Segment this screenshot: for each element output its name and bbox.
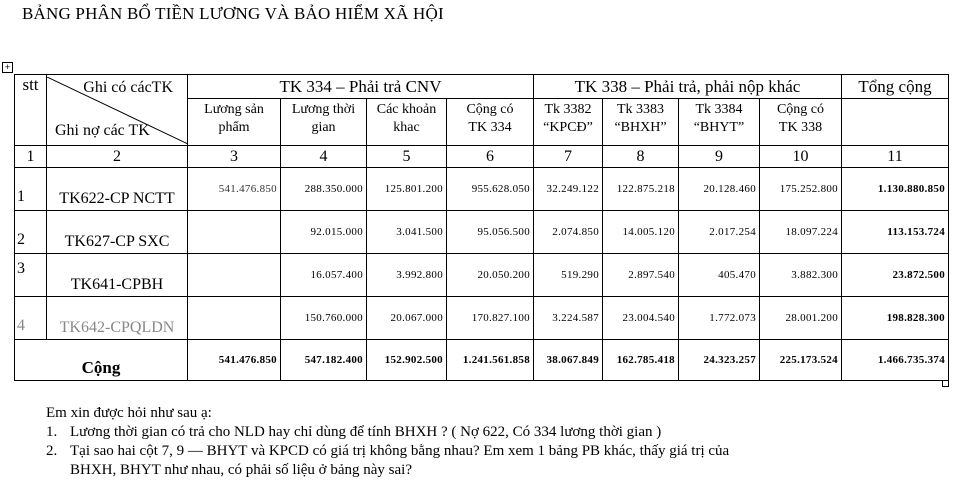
- column-number: 4: [281, 146, 367, 168]
- question-line: [46, 461, 729, 480]
- sub-header-4: [281, 99, 367, 146]
- value-cell: 20.128.460: [679, 168, 760, 211]
- table-row: [15, 297, 949, 340]
- value-cell: 92.015.000: [281, 211, 367, 254]
- sub-header-line: gian: [311, 120, 336, 135]
- row-stt: 3: [15, 254, 47, 297]
- table-row: [15, 168, 949, 211]
- total-value-cell: 225.173.524: [760, 340, 842, 381]
- diag-credit-label: Ghi có cácTK: [83, 78, 173, 96]
- value-cell: 32.249.122: [534, 168, 603, 211]
- value-cell: 20.067.000: [367, 297, 447, 340]
- total-subheader-empty: [842, 99, 949, 146]
- row-account: TK641-CPBH: [47, 254, 188, 297]
- value-cell: 20.050.200: [447, 254, 534, 297]
- column-number: 1: [15, 146, 47, 168]
- total-row: [15, 340, 949, 381]
- value-cell: 519.290: [534, 254, 603, 297]
- value-cell: [188, 297, 281, 340]
- row-total: 1.130.880.850: [842, 168, 949, 211]
- sub-header-line: Cộng có: [776, 102, 825, 117]
- sub-header-line: TK 334: [468, 120, 512, 135]
- question-text: Lương thời gian có trả cho NLD hay chỉ dùng để tính BHXH ? ( Nợ 622, Có 334 lương thời gian ): [70, 424, 662, 440]
- value-cell: 23.004.540: [603, 297, 679, 340]
- value-cell: 125.801.200: [367, 168, 447, 211]
- value-cell: 405.470: [679, 254, 760, 297]
- document-title: BẢNG PHÂN BỔ TIỀN LƯƠNG VÀ BẢO HIỂM XÃ HỘI: [22, 4, 444, 23]
- column-number: 9: [679, 146, 760, 168]
- sub-header-8: [603, 99, 679, 146]
- question-text: BHXH, BHYT như nhau, có phải số liệu ở bảng này sai?: [70, 462, 412, 478]
- table-move-handle[interactable]: +: [2, 62, 13, 73]
- value-cell: 150.760.000: [281, 297, 367, 340]
- column-number: 10: [760, 146, 842, 168]
- total-value-cell: 38.067.849: [534, 340, 603, 381]
- table-row: [15, 254, 949, 297]
- value-cell: 170.827.100: [447, 297, 534, 340]
- value-cell: [188, 211, 281, 254]
- sub-header-9: [679, 99, 760, 146]
- table-row: [15, 211, 949, 254]
- column-number: 7: [534, 146, 603, 168]
- question-line: [46, 442, 729, 461]
- sub-header-line: “BHXH”: [614, 120, 667, 135]
- value-cell: 95.056.500: [447, 211, 534, 254]
- salary-allocation-table: [14, 74, 949, 381]
- value-cell: 3.224.587: [534, 297, 603, 340]
- sub-header-line: Tk 3384: [695, 102, 743, 117]
- total-value-cell: 541.476.850: [188, 340, 281, 381]
- sub-header-5: [367, 99, 447, 146]
- total-value-cell: 152.902.500: [367, 340, 447, 381]
- sub-header-line: TK 338: [778, 120, 823, 135]
- column-number: 2: [47, 146, 188, 168]
- value-cell: 2.074.850: [534, 211, 603, 254]
- value-cell: 122.875.218: [603, 168, 679, 211]
- row-account: TK627-CP SXC: [47, 211, 188, 254]
- diagonal-header-cell: [47, 75, 188, 146]
- sub-header-10: [760, 99, 842, 146]
- sub-header-6: [447, 99, 534, 146]
- total-header: Tổng cộng: [842, 75, 949, 99]
- row-stt: 4: [15, 297, 47, 340]
- value-cell: 955.628.050: [447, 168, 534, 211]
- column-number: 5: [367, 146, 447, 168]
- sub-header-line: “KPCĐ”: [543, 120, 593, 135]
- value-cell: 2.017.254: [679, 211, 760, 254]
- sub-header-7: [534, 99, 603, 146]
- sub-header-line: Cộng có: [466, 102, 514, 117]
- sub-header-line: Tk 3383: [616, 102, 665, 117]
- row-total: 198.828.300: [842, 297, 949, 340]
- row-account: TK622-CP NCTT: [47, 168, 188, 211]
- total-value-cell: 24.323.257: [679, 340, 760, 381]
- value-cell: 28.001.200: [760, 297, 842, 340]
- value-cell: 14.005.120: [603, 211, 679, 254]
- question-number: 2.: [46, 443, 58, 459]
- sub-header-line: Lương thời: [291, 102, 356, 117]
- total-value-cell: 547.182.400: [281, 340, 367, 381]
- total-row-label: Cộng: [15, 340, 188, 381]
- sub-header-line: phẩm: [218, 120, 250, 135]
- row-stt: 1: [15, 168, 47, 211]
- value-cell: 288.350.000: [281, 168, 367, 211]
- row-stt: 2: [15, 211, 47, 254]
- value-cell: 18.097.224: [760, 211, 842, 254]
- sub-header-line: “BHYT”: [693, 120, 745, 135]
- question-text: Tại sao hai cột 7, 9 — BHYT và KPCD có giá trị không bằng nhau? Em xem 1 bảng PB khác, thấy giá trị của: [70, 443, 730, 459]
- group-header-tk334: TK 334 – Phải trả CNV: [188, 75, 534, 99]
- sub-header-line: Các khoản: [376, 102, 437, 117]
- value-cell: 175.252.800: [760, 168, 842, 211]
- column-number: 6: [447, 146, 534, 168]
- value-cell: 3.041.500: [367, 211, 447, 254]
- row-account: TK642-CPQLDN: [47, 297, 188, 340]
- questions-intro: Em xin được hỏi như sau ạ:: [46, 405, 212, 421]
- question-line: [46, 423, 729, 442]
- value-cell: 16.057.400: [281, 254, 367, 297]
- grand-total: 1.466.735.374: [842, 340, 949, 381]
- diag-debit-label: Ghi nợ các TK: [55, 121, 150, 139]
- value-cell: 2.897.540: [603, 254, 679, 297]
- group-header-tk338: TK 338 – Phải trả, phải nộp khác: [534, 75, 842, 99]
- value-cell: 541.476.850: [188, 168, 281, 211]
- total-value-cell: 162.785.418: [603, 340, 679, 381]
- column-number: 8: [603, 146, 679, 168]
- value-cell: 3.882.300: [760, 254, 842, 297]
- value-cell: 1.772.073: [679, 297, 760, 340]
- question-number: 1.: [46, 424, 58, 440]
- sub-header-line: Lương sản: [204, 102, 264, 117]
- total-value-cell: 1.241.561.858: [447, 340, 534, 381]
- column-number: 3: [188, 146, 281, 168]
- sub-header-3: [188, 99, 281, 146]
- table-resize-handle[interactable]: [942, 380, 949, 387]
- sub-header-line: Tk 3382: [544, 102, 592, 117]
- stt-header: stt: [15, 75, 47, 146]
- value-cell: [188, 254, 281, 297]
- questions-block: [46, 404, 729, 480]
- column-number: 11: [842, 146, 949, 168]
- sub-header-line: khac: [393, 120, 420, 135]
- row-total: 23.872.500: [842, 254, 949, 297]
- value-cell: 3.992.800: [367, 254, 447, 297]
- row-total: 113.153.724: [842, 211, 949, 254]
